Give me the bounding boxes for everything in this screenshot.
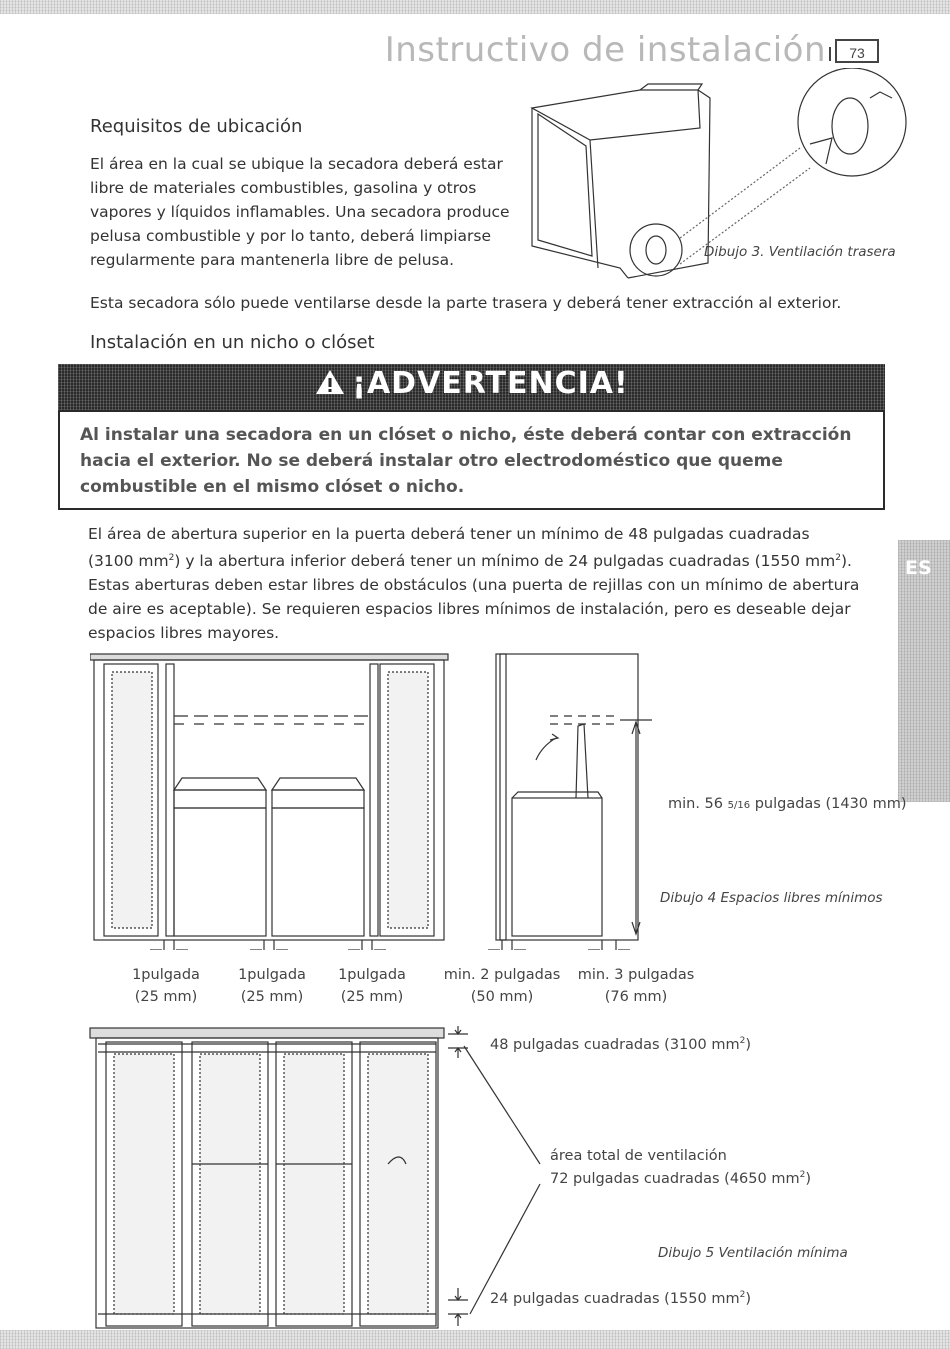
clearance-value: 1pulgada (132, 967, 200, 983)
section-heading-closet: Instalación en un nicho o clóset (90, 332, 375, 353)
text-run: ) (745, 1036, 752, 1053)
clearance-value: 1pulgada (338, 967, 406, 983)
superscript: 2 (739, 1290, 746, 1300)
superscript: 2 (739, 1036, 746, 1046)
paragraph-line (88, 546, 888, 573)
text-run: ). (840, 552, 852, 571)
text-run: ) y la abertura inferior deberá tener un mínimo de 24 pulgadas cuadradas (1550 mm (174, 552, 836, 571)
bottom-opening-label (490, 1290, 751, 1307)
warning-title: ¡ADVERTENCIA! (352, 366, 629, 401)
warning-title-row (58, 366, 885, 401)
paragraph-line: El área en la cual se ubique la secadora deberá estar (90, 155, 503, 173)
page-number: 73 (835, 39, 879, 63)
text-run: ) (805, 1170, 812, 1187)
figure3-caption: Dibujo 3. Ventilación trasera (704, 244, 896, 260)
language-tab-label: ES (905, 557, 932, 579)
warning-triangle-icon (314, 368, 346, 396)
paragraph-line: Estas aberturas deben estar libres de obstáculos (una puerta de rejillas con un mínimo de abertura (88, 576, 860, 595)
paragraph-line: libre de materiales combustibles, gasolina y otros (90, 179, 477, 197)
figure5-caption: Dibujo 5 Ventilación mínima (658, 1245, 848, 1261)
text-run: min. 56 (668, 796, 728, 812)
text-run: 72 pulgadas cuadradas (4650 mm (550, 1170, 800, 1187)
text-run: (3100 mm (88, 552, 169, 571)
opening-paragraph (88, 522, 888, 645)
top-opening-label (490, 1036, 751, 1053)
clearance-metric: (25 mm) (240, 989, 304, 1005)
clearance-metric: (25 mm) (340, 989, 404, 1005)
vent-paragraph: Esta secadora sólo puede ventilarse desde la parte trasera y deberá tener extracción al exterior. (90, 294, 842, 312)
paragraph-line: espacios libres mayores. (88, 624, 280, 643)
clearance-metric: (50 mm) (470, 989, 534, 1005)
paragraph-line: vapores y líquidos inflamables. Una secadora produce (90, 203, 510, 221)
text-run: ) (745, 1290, 752, 1307)
page-title: Instructivo de instalación (384, 30, 826, 70)
clearance-label (106, 964, 226, 1008)
superscript: 2 (799, 1170, 806, 1180)
warning-text (80, 422, 870, 500)
superscript: 2 (168, 553, 175, 563)
figure4-caption: Dibujo 4 Espacios libres mínimos (660, 890, 883, 906)
warning-line: Al instalar una secadora en un clóset o nicho, éste deberá contar con extracción (80, 425, 852, 445)
superscript: 2 (835, 553, 841, 563)
paragraph-line: regularmente para mantenerla libre de pelusa. (90, 251, 455, 269)
paragraph-line: de aire es aceptable). Se requieren espacios libres mínimos de instalación, pero es deseable dejar (88, 600, 851, 619)
clearance-label (442, 964, 562, 1008)
top-texture-strip (0, 0, 950, 14)
height-clearance-label (668, 796, 907, 812)
clearance-metric: (25 mm) (134, 989, 198, 1005)
clearance-value: min. 3 pulgadas (577, 967, 695, 983)
fraction: 5/16 (727, 800, 751, 811)
section-heading-location: Requisitos de ubicación (90, 116, 303, 137)
total-ventilation-label: área total de ventilación (550, 1148, 727, 1164)
paragraph-line: pelusa combustible y por lo tanto, deberá limpiarse (90, 227, 491, 245)
total-ventilation-area (550, 1170, 811, 1187)
location-paragraph (90, 152, 528, 272)
text-run: 48 pulgadas cuadradas (3100 mm (490, 1036, 740, 1053)
clearance-value: min. 2 pulgadas (443, 967, 561, 983)
clearance-value: 1pulgada (238, 967, 306, 983)
text-run: 24 pulgadas cuadradas (1550 mm (490, 1290, 740, 1307)
bottom-texture-strip (0, 1330, 950, 1349)
clearance-label (312, 964, 432, 1008)
paragraph-line: El área de abertura superior en la puerta deberá tener un mínimo de 48 pulgadas cuadradas (88, 525, 810, 543)
text-run: pulgadas (1430 mm) (750, 796, 907, 812)
warning-line: combustible en el mismo clóset o nicho. (80, 477, 465, 497)
warning-line: hacia el exterior. No se deberá instalar otro electrodoméstico que queme (80, 451, 783, 471)
figure5-ventilation-drawing (88, 1024, 558, 1330)
clearance-metric: (76 mm) (604, 989, 668, 1005)
clearance-label (576, 964, 696, 1008)
